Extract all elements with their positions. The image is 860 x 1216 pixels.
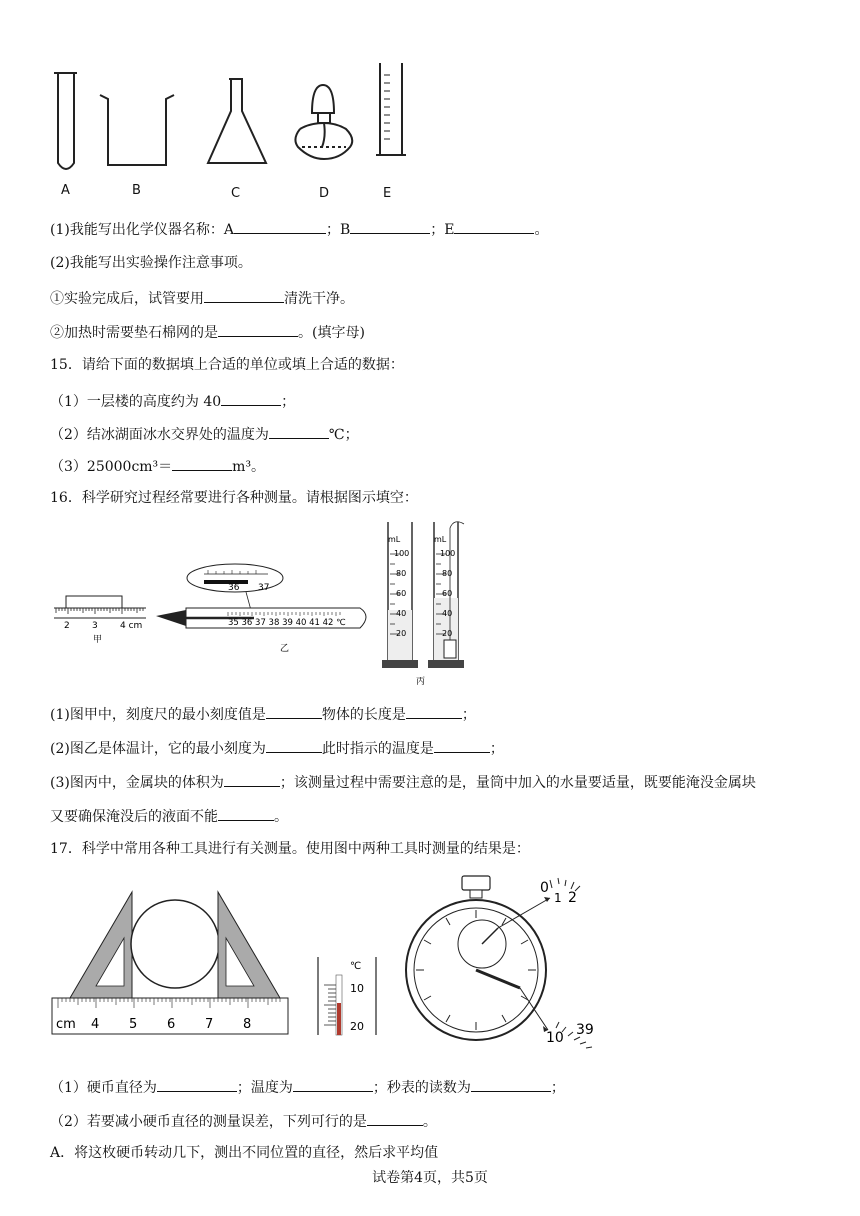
answer-blank[interactable] [266, 738, 322, 753]
q14-part1: (1)我能写出化学仪器名称：A ；B ；E 。 [50, 219, 548, 239]
thermometer-tick: 20 [350, 1020, 364, 1033]
stopwatch-figure [400, 868, 600, 1063]
q17-item1: （1）硬币直径为 ；温度为 ；秒表的读数为 ； [50, 1077, 565, 1097]
q16-title: 16．科学研究过程经常要进行各种测量。请根据图示填空： [50, 490, 418, 506]
cylinder-tick: 20 [442, 629, 453, 638]
answer-blank[interactable] [293, 1077, 373, 1092]
answer-blank[interactable] [434, 738, 490, 753]
q16-part2: (2)图乙是体温计，它的最小刻度为 此时指示的温度是 ； [50, 738, 504, 758]
zoom-tick-label: 37 [258, 583, 270, 593]
answer-blank[interactable] [221, 391, 281, 406]
thermometer-scale: 35 36 37 38 39 40 41 42 ℃ [228, 618, 346, 628]
answer-blank[interactable] [367, 1111, 423, 1126]
q17-title: 17．科学中常用各种工具进行有关测量。使用图中两种工具时测量的结果是： [50, 841, 530, 857]
cylinder-tick: 40 [442, 609, 453, 618]
q15-item1: （1）一层楼的高度约为 40 ； [50, 391, 295, 411]
answer-blank[interactable] [269, 424, 329, 439]
answer-blank[interactable] [224, 772, 280, 787]
zoom-tick-label: 36 [228, 583, 240, 593]
ruler-tick-label: 4 cm [120, 621, 143, 631]
ruler-tick-label: 3 [92, 621, 98, 631]
q17-item2: （2）若要减小硬币直径的测量误差，下列可行的是 。 [50, 1111, 437, 1131]
ruler-tick-label: 2 [64, 621, 70, 631]
answer-blank[interactable] [471, 1077, 551, 1092]
q16-part3-cont: 又要确保淹没后的液面不能 。 [50, 806, 288, 826]
thermometer-figure [310, 955, 385, 1040]
cylinder-tick: 20 [396, 629, 407, 638]
apparatus-figure [40, 55, 440, 205]
cylinder-tick: 60 [396, 589, 407, 598]
cylinder-tick: 80 [396, 569, 407, 578]
apparatus-label-b: B [132, 183, 141, 198]
q14-part2: (2)我能写出实验操作注意事项。 [50, 255, 252, 271]
cylinder-tick: 60 [442, 589, 453, 598]
cylinder-tick: 100 [394, 549, 410, 558]
cylinder-unit: mL [434, 535, 447, 544]
cylinder-tick: 100 [440, 549, 456, 558]
ruler-tick-label: 5 [129, 1017, 138, 1032]
answer-blank[interactable] [350, 219, 430, 234]
figure-label-jia: 甲 [93, 635, 103, 644]
apparatus-label-e: E [383, 186, 392, 201]
answer-blank[interactable] [157, 1077, 237, 1092]
ruler-jia-figure [50, 592, 160, 644]
q16-part3: (3)图丙中，金属块的体积为 ；该测量过程中需要注意的是，量筒中加入的水量要适量，既要能淹没金属块 [50, 772, 756, 792]
q15-title: 15．请给下面的数据填上合适的单位或填上合适的数据： [50, 357, 404, 373]
apparatus-label-c: C [231, 186, 241, 201]
thermometer-unit: ℃ [350, 961, 362, 972]
clinical-thermometer-figure [150, 556, 380, 656]
figure-label-yi: 乙 [280, 644, 290, 654]
figure-label-bing: 丙 [416, 677, 426, 687]
apparatus-label-a: A [61, 183, 70, 198]
stopwatch-big-label: 39 [576, 1022, 594, 1038]
answer-blank[interactable] [218, 806, 274, 821]
stopwatch-big-label: 10 [546, 1030, 564, 1046]
answer-blank[interactable] [266, 704, 322, 719]
answer-blank[interactable] [172, 456, 232, 471]
answer-blank[interactable] [204, 288, 284, 303]
measuring-cylinders-figure [380, 518, 480, 690]
beaker-icon [100, 95, 174, 165]
coin-ruler-figure [50, 890, 300, 1040]
ruler-tick-label: 6 [167, 1017, 176, 1032]
alcohol-lamp-icon [295, 85, 352, 159]
cylinder-tick: 80 [442, 569, 453, 578]
answer-blank[interactable] [406, 704, 462, 719]
stopwatch-small-label: 2 [568, 890, 577, 906]
q16-part1: (1)图甲中，刻度尺的最小刻度值是 物体的长度是 ； [50, 704, 476, 724]
cylinder-tick: 40 [396, 609, 407, 618]
stopwatch-small-label: 1 [554, 891, 562, 905]
page-footer: 试卷第4页，共5页 [372, 1170, 488, 1186]
q15-item2: （2）结冰湖面冰水交界处的温度为 ℃； [50, 424, 359, 444]
ruler-tick-label: 8 [243, 1017, 252, 1032]
q14-part2b: ②加热时需要垫石棉网的是 。(填字母) [50, 322, 365, 342]
ruler-unit: cm [56, 1017, 76, 1032]
q17-option-a: A．将这枚硬币转动几下，测出不同位置的直径，然后求平均值 [50, 1145, 439, 1161]
q14-part2a: ①实验完成后，试管要用 清洗干净。 [50, 288, 354, 308]
thermometer-tick: 10 [350, 982, 364, 995]
q15-item3: （3）25000cm³＝ m³。 [50, 456, 265, 476]
ruler-tick-label: 4 [91, 1017, 100, 1032]
conical-flask-icon [208, 79, 266, 163]
ruler-tick-label: 7 [205, 1017, 214, 1032]
answer-blank[interactable] [454, 219, 534, 234]
graduated-cylinder-icon [376, 63, 406, 155]
test-tube-icon [54, 73, 77, 169]
apparatus-label-d: D [319, 186, 330, 201]
cylinder-unit: mL [388, 535, 401, 544]
answer-blank[interactable] [218, 322, 298, 337]
stopwatch-small-label: 0 [540, 880, 549, 896]
answer-blank[interactable] [234, 219, 326, 234]
